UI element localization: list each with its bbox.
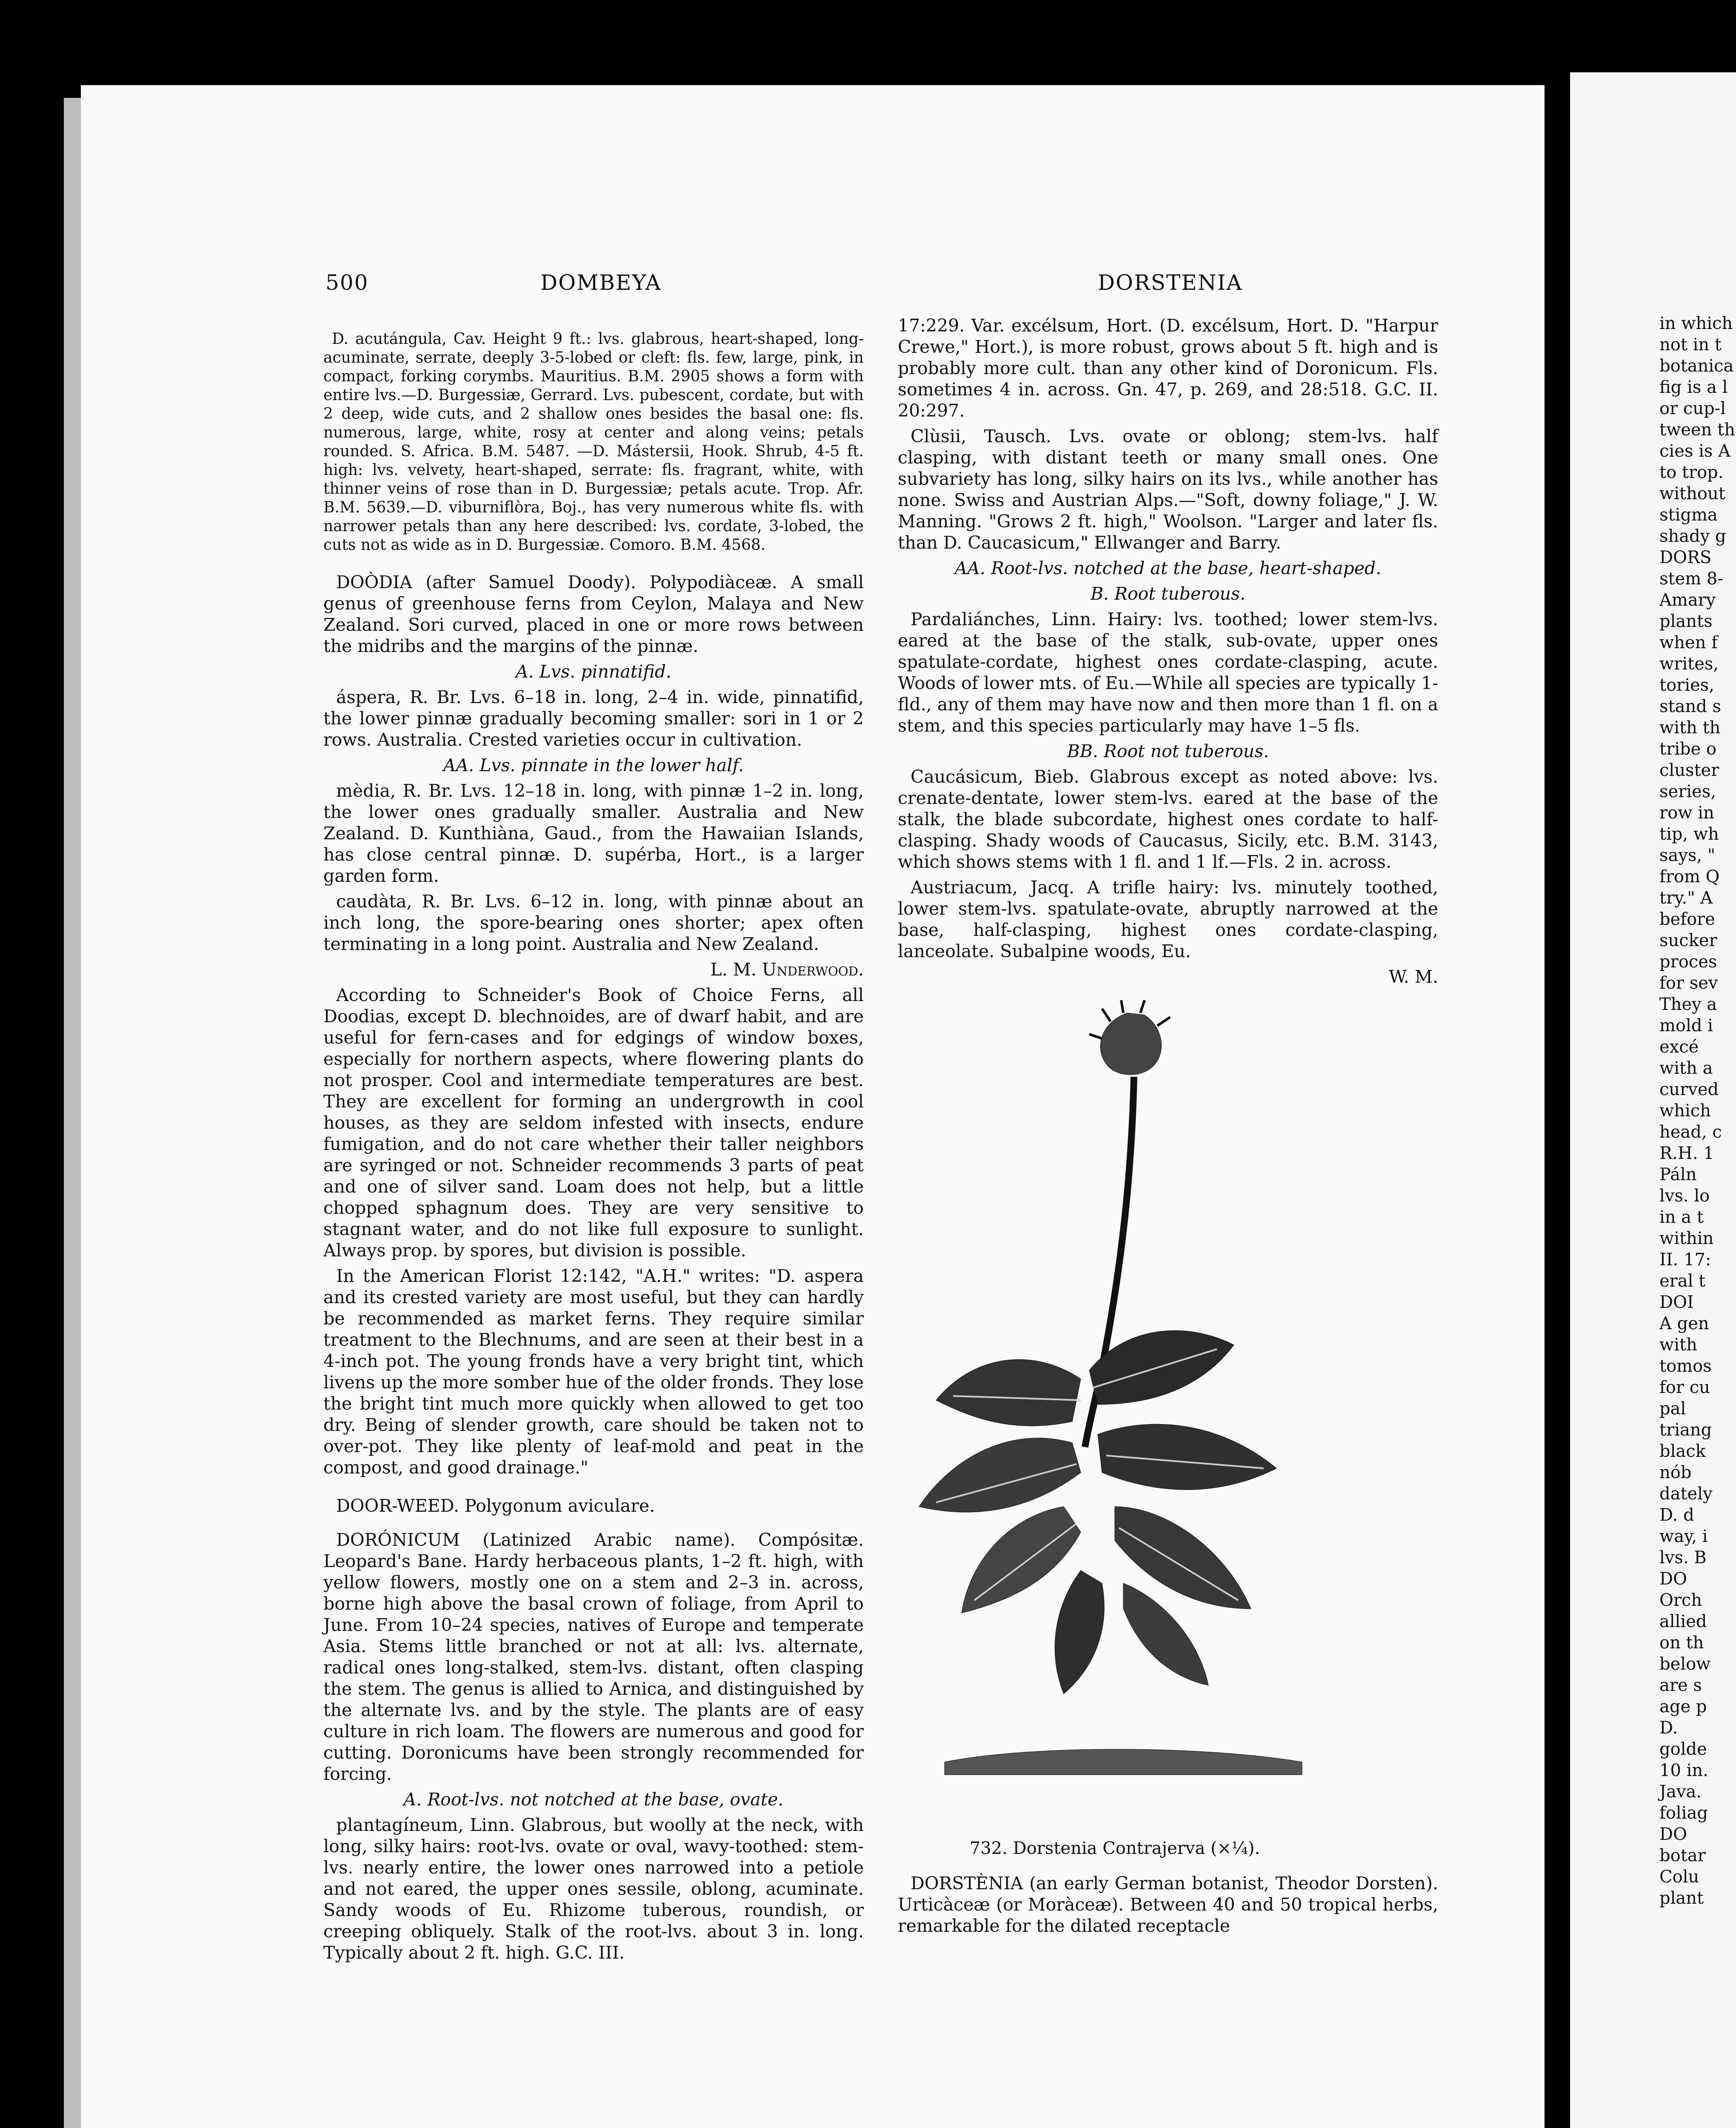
facing-page-line: They a — [1659, 995, 1717, 1014]
facing-page-line: not in t — [1659, 335, 1722, 355]
facing-page-line: triang — [1659, 1420, 1712, 1440]
doodia-intro: DOÒDIA (after Samuel Doody). Polypodiàceæ. A small genus of greenhouse ferns from Ceylon, Malaya and New Zealand. Sori curved, placed in one or more rows between the midribs and the margins of the pinnæ. — [323, 572, 864, 656]
facing-page-line: D. — [1659, 1718, 1678, 1738]
doronicum-key-bb: BB. Root not tuberous. — [1067, 741, 1269, 761]
facing-page-line: with a — [1659, 1058, 1713, 1078]
facing-page-line: Colu — [1659, 1867, 1699, 1887]
facing-page-line: A gen — [1659, 1314, 1709, 1333]
facing-page-line: R.H. 1 — [1659, 1144, 1714, 1163]
facing-page-line: plant — [1659, 1888, 1704, 1908]
doodia-media: mèdia, R. Br. Lvs. 12–18 in. long, with pinnæ 1–2 in. long, the lower ones gradually smaller. Australia and New Zealand. D. Kunthiàna, Gaud., from the Hawaiian Islands, has close central pinnæ. D. supérba, Hort., is a larger garden form. — [323, 781, 864, 886]
door-weed-entry: DOOR-WEED. Polygonum aviculare. — [336, 1496, 655, 1516]
doronicum-austriacum: Austriacum, Jacq. A trifle hairy: lvs. minutely toothed, lower stem-lvs. spatulate-ovate, abruptly narrowed at the base, half-clasping, highest ones cordate-clasping, lanceolate. Subalpine woods, Eu. — [898, 877, 1438, 961]
facing-page-line: allied — [1659, 1612, 1707, 1631]
facing-page-line: without — [1659, 484, 1725, 503]
page-number: 500 — [326, 270, 369, 295]
facing-page-line: for sev — [1659, 973, 1718, 993]
facing-page-line: way, i — [1659, 1527, 1708, 1546]
facing-page-line: writes, — [1659, 654, 1719, 674]
facing-page-line: dately — [1659, 1484, 1713, 1504]
facing-page-line: botanica — [1659, 356, 1734, 376]
facing-page-line: which — [1659, 1101, 1711, 1121]
right-column — [898, 315, 1438, 992]
facing-page-line: when f — [1659, 633, 1718, 652]
facing-page-line: DOI — [1659, 1293, 1694, 1312]
facing-page-line: black — [1659, 1442, 1706, 1461]
doronicum-caucasicum: Caucásicum, Bieb. Glabrous except as noted above: lvs. crenate-dentate, lower stem-lvs. eared at the base of the stalk, the blade subcordate, highest ones cordate to half-clasping. Shady woods of Caucasus, Sicily, etc. B.M. 3143, which shows stems with 1 fl. and 1 lf.—Fls. 2 in. across. — [898, 767, 1438, 872]
facing-page-line: stand s — [1659, 697, 1722, 716]
facing-page-line: foliag — [1659, 1803, 1708, 1823]
dombeya-species: D. acutángula, Cav. Height 9 ft.: lvs. glabrous, heart-shaped, long-acuminate, serrate, deeply 3-5-lobed or cleft: fls. few, large, pink, in compact, forking corymbs. Mauritius. B.M. 2905 shows a form with entire lvs.—D. Burgessiæ, Gerrard. Lvs. pubescent, cordate, but with 2 deep, wide cuts, and 2 shallow ones besides the basal one: fls. numerous, large, white, rosy at center and along veins; petals rounded. S. Africa. B.M. 5487. —D. Mástersii, Hook. Shrub, 4-5 ft. high: lvs. velvety, heart-shaped, serrate: fls. fragrant, white, with thinner veins of rose than in D. Burgessiæ; petals acute. Trop. Afr. B.M. 5639.—D. viburniflòra, Boj., has very numerous white fls. with narrower petals than any here described: lvs. cordate, 3-lobed, the cuts not as wide as in D. Burgessiæ. Comoro. B.M. 4568. — [323, 330, 864, 554]
facing-page-line: Java. — [1659, 1782, 1702, 1802]
signature-underwood: L. M. Underwood. — [710, 959, 864, 980]
left-column — [323, 330, 864, 1968]
facing-page-line: proces — [1659, 952, 1717, 972]
facing-page-line: tween th — [1659, 420, 1735, 440]
doronicum-key-aa: AA. Root-lvs. notched at the base, heart-shaped. — [954, 558, 1382, 578]
right-running-head: DORSTENIA — [1098, 270, 1243, 295]
facing-page-line: D. d — [1659, 1505, 1694, 1525]
facing-page-line: try." A — [1659, 888, 1713, 908]
facing-page-line: tribe o — [1659, 739, 1717, 759]
facing-page-line: for cu — [1659, 1378, 1710, 1397]
facing-page-line: says, " — [1659, 846, 1716, 865]
facing-page-line: or cup-l — [1659, 399, 1726, 418]
facing-page-line: II. 17: — [1659, 1250, 1711, 1270]
facing-page-line: Páln — [1659, 1165, 1697, 1184]
facing-page-line: sucker — [1659, 931, 1717, 950]
facing-page-line: curved — [1659, 1080, 1719, 1099]
facing-page-line: eral t — [1659, 1271, 1706, 1291]
doronicum-key-a: A. Root-lvs. not notched at the base, ovate. — [403, 1789, 784, 1810]
doodia-aspera: áspera, R. Br. Lvs. 6–18 in. long, 2–4 in. wide, pinnatifid, the lower pinnæ gradually becoming smaller: sori in 1 or 2 rows. Australia. Crested varieties occur in cultivation. — [323, 687, 864, 750]
facing-page-line: shady g — [1659, 526, 1726, 546]
facing-page-line: golde — [1659, 1739, 1707, 1759]
facing-page-line: before — [1659, 910, 1715, 929]
facing-page-line: fig is a l — [1659, 378, 1728, 397]
facing-page-line: pal — [1659, 1399, 1686, 1419]
facing-page-line: cies is A — [1659, 441, 1731, 461]
doodia-caudata: caudàta, R. Br. Lvs. 6–12 in. long, with pinnæ about an inch long, the spore-bearing ones shorter; apex often terminating in a long point. Australia and New Zealand. — [323, 891, 864, 954]
facing-page-line: stigma — [1659, 505, 1718, 525]
facing-page-line: lvs. lo — [1659, 1186, 1710, 1206]
facing-page-line: in a t — [1659, 1207, 1704, 1227]
facing-page-line: botar — [1659, 1846, 1706, 1865]
facing-page-line: DO — [1659, 1569, 1687, 1589]
doronicum-pardalianches: Pardaliánches, Linn. Hairy: lvs. toothed; lower stem-lvs. eared at the base of the stalk, sub-ovate, upper ones spatulate-cordate, highest ones cordate-clasping, acute. Woods of lower mts. of Eu.—While all species are typically 1-fld., any of them may have now and then more than 1 fl. on a stem, and this species particularly may have 1–5 fls. — [898, 609, 1438, 736]
facing-page-line: tomos — [1659, 1356, 1712, 1376]
facing-page-line: from Q — [1659, 867, 1720, 887]
facing-page-line: plants — [1659, 612, 1713, 631]
facing-page-line: tories, — [1659, 675, 1714, 695]
facing-page-line: Orch — [1659, 1590, 1702, 1610]
facing-page-line: tip, wh — [1659, 824, 1719, 844]
facing-page-line: with — [1659, 1335, 1697, 1355]
doodia-key-a: A. Lvs. pinnatifid. — [516, 661, 671, 682]
dorstenia-section — [898, 1873, 1438, 1941]
doodia-culture-2: In the American Florist 12:142, "A.H." writes: "D. aspera and its crested variety are most useful, but they can hardly be recommended as market ferns. They require similar treatment to the Blechnums, and are seen at their best in a 4-inch pot. The young fronds have a very bright tint, which livens up the more somber hue of the older fronds. They lose the bright tint much more quickly when allowed to get too dry. Being of slender growth, care should be taken not to over-pot. They like plenty of leaf-mold and peat in the compost, and good drainage." — [323, 1266, 864, 1478]
doronicum-plantagineum: plantagíneum, Linn. Glabrous, but woolly at the neck, with long, silky hairs: root-lvs. ovate or oval, wavy-toothed: stem-lvs. nearly entire, the lower ones narrowed into a petiole and not eared, the upper ones sessile, oblong, acuminate. Sandy woods of Eu. Rhizome tuberous, roundish, or creeping obliquely. Stalk of the root-lvs. about 3 in. long. Typically about 2 ft. high. G.C. III. — [323, 1815, 864, 1963]
facing-page-text — [1659, 313, 1736, 1909]
facing-page-line: lvs. B — [1659, 1548, 1707, 1567]
dorstenia-illustration — [902, 996, 1328, 1830]
facing-page-line: mold i — [1659, 1016, 1713, 1035]
facing-page-line: to trop. — [1659, 463, 1724, 482]
doronicum-clusii: Clùsii, Tausch. Lvs. ovate or oblong; stem-lvs. half clasping, with distant teeth or many small ones. One subvariety has long, silky hairs on its lvs., while another has none. Swiss and Austrian Alps.—"Soft, downy foliage," J. W. Manning. "Grows 2 ft. high," Woolson. "Larger and later fls. than D. Caucasicum," Ellwanger and Barry. — [898, 426, 1438, 553]
plantagineum-continued: 17:229. Var. excélsum, Hort. (D. excélsum, Hort. D. "Harpur Crewe," Hort.), is more robust, grows about 5 ft. high and is probably more cult. than any other kind of Doronicum. Fls. sometimes 4 in. across. Gn. 47, p. 269, and 28:518. G.C. II. 20:297. — [898, 315, 1438, 421]
facing-page-line: on th — [1659, 1633, 1704, 1653]
facing-page-line: stem 8- — [1659, 569, 1723, 589]
facing-page-line: nób — [1659, 1463, 1692, 1482]
doodia-key-aa: AA. Lvs. pinnate in the lower half. — [443, 755, 744, 775]
doronicum-key-b: B. Root tuberous. — [1090, 583, 1246, 604]
facing-page-line: are s — [1659, 1676, 1702, 1695]
facing-page-line: with th — [1659, 718, 1721, 738]
signature-wm: W. M. — [1388, 967, 1438, 987]
facing-page-line: Amary — [1659, 590, 1716, 610]
facing-page-line: age p — [1659, 1697, 1707, 1716]
facing-page-line: cluster — [1659, 761, 1719, 780]
facing-page-line: row in — [1659, 803, 1714, 823]
facing-page-line: within — [1659, 1229, 1714, 1248]
facing-page-line: 10 in. — [1659, 1761, 1708, 1780]
left-running-head: DOMBEYA — [540, 270, 662, 295]
facing-page-line: excé — [1659, 1037, 1699, 1057]
figure-caption: 732. Dorstenia Contrajerva (×¼). — [969, 1839, 1260, 1858]
facing-page-line: series, — [1659, 782, 1716, 801]
facing-page-line: DORS — [1659, 548, 1712, 567]
facing-page-line: below — [1659, 1654, 1711, 1674]
facing-page-line: DO — [1659, 1825, 1687, 1844]
dorstenia-intro: DORSTÈNIA (an early German botanist, Theodor Dorsten). Urticàceæ (or Moràceæ). Between 40 and 50 tropical herbs, remarkable for the dilated receptacle — [898, 1873, 1438, 1936]
facing-page-line: head, c — [1659, 1122, 1722, 1142]
doodia-culture-1: According to Schneider's Book of Choice Ferns, all Doodias, except D. blechnoides, are of dwarf habit, and are useful for fern-cases and for edgings of window boxes, especially for northern aspects, where flowering plants do not prosper. Cool and intermediate temperatures are best. They are excellent for forming an undergrowth in cool houses, as they are seldom infested with insects, endure fumigation, and do not care whether their taller neighbors are syringed or not. Schneider recommends 3 parts of peat and one of silver sand. Loam does not help, but a little chopped sphagnum does. They are very sensitive to stagnant water, and do not like full exposure to sunlight. Always prop. by spores, but division is possible. — [323, 985, 864, 1261]
facing-page-line: in which — [1659, 314, 1733, 333]
doronicum-intro: DORÓNICUM (Latinized Arabic name). Compósitæ. Leopard's Bane. Hardy herbaceous plants, 1–2 ft. high, with yellow flowers, mostly one on a stem and 2–3 in. across, borne high above the basal crown of foliage, from April to June. From 10–24 species, natives of Europe and temperate Asia. Stems little branched or not at all: lvs. alternate, radical ones long-stalked, stem-lvs. distant, often clasping the stem. The genus is allied to Arnica, and distinguished by the alternate lvs. and by the style. The plants are of easy culture in rich loam. The flowers are numerous and good for cutting. Doronicums have been strongly recommended for forcing. — [323, 1530, 864, 1784]
